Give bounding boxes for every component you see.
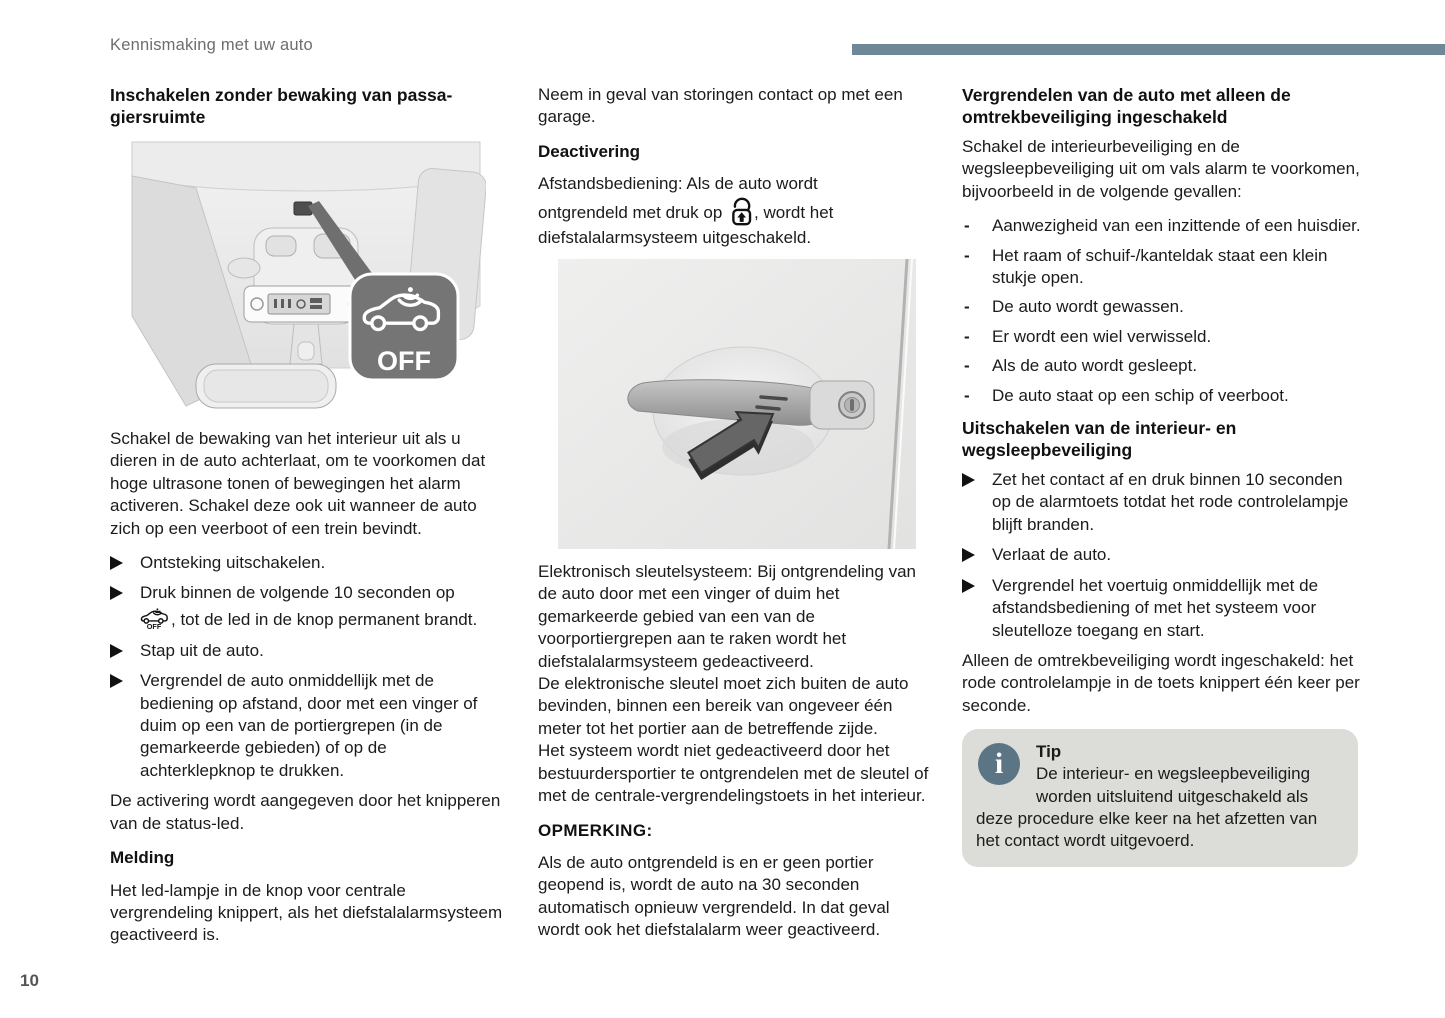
step-list	[962, 469, 1362, 642]
column-2	[538, 84, 931, 954]
rearview-mirror-glass	[204, 370, 328, 402]
column-1	[110, 84, 503, 959]
section-heading-uitschakelen: Uitschakelen van de interieur- en wegsleepbeveiliging	[962, 418, 1237, 461]
dash-bullet: -	[964, 297, 970, 317]
paragraph-intro: Schakel de bewaking van het interieur uit als u dieren in de auto achterlaat, om te voorkomen dat hoge ultrasone tonen of bewegingen het alarm activeren. Schakel deze ook uit wanneer de auto zich op een veerboot of een trein bevindt.	[110, 429, 486, 538]
subheading-melding: Melding	[110, 848, 175, 868]
triangle-bullet-icon	[962, 544, 992, 566]
case-item: - De auto wordt gewassen.	[962, 296, 1362, 318]
case-item: - De auto staat op een schip of veerboot.	[962, 385, 1362, 407]
case-item: - Als de auto wordt gesleept.	[962, 355, 1362, 377]
case-item: - Er wordt een wiel verwisseld.	[962, 326, 1362, 348]
dash-bullet: -	[964, 356, 970, 376]
subheading-deactivering: Deactivering	[538, 141, 641, 161]
paragraph-opmerking: Als de auto ontgrendeld is en er geen portier geopend is, wordt de auto na 30 seconden automatisch opnieuw vergrendeld. In dat geval wordt ook het diefstalalarm weer geactiveerd.	[538, 852, 890, 940]
svg-text:OFF: OFF	[377, 346, 431, 376]
step-with-icon: Druk binnen de volgende 10 seconden op OFF , tot de led in de knop permanent brandt.	[140, 583, 478, 631]
mirror-stem-button	[298, 342, 314, 360]
tip-box	[962, 729, 1358, 867]
step-item: Verlaat de auto.	[962, 544, 1362, 566]
keyhole-slot	[850, 399, 854, 411]
car-alarm-off-icon	[140, 610, 171, 629]
paragraph-schakel: Schakel de interieurbeveiliging en de wegsleepbeveiliging uit om vals alarm te voorkomen, bijvoorbeeld in de volgende gevallen:	[962, 137, 1360, 201]
unlock-icon	[727, 203, 754, 222]
dash-bullet: -	[964, 216, 970, 236]
console-vent	[228, 258, 260, 278]
paragraph-storingen: Neem in geval van storingen contact op met een garage.	[538, 85, 903, 127]
tip-text: De interieur- en wegsleepbeveiliging worden uitsluitend uitgeschakeld als deze procedure elke keer na het afzetten van het contact wordt uitgevoerd.	[976, 764, 1318, 851]
console-display	[268, 294, 330, 314]
section-heading-inschakelen: Inschakelen zonder bewaking van passa- giersruimte	[110, 85, 453, 127]
interior-monitoring-sensor	[294, 202, 312, 215]
step-item: Stap uit de auto.	[110, 640, 503, 662]
step-item	[110, 582, 503, 631]
paragraph-elektronisch: Elektronisch sleutelsysteem: Bij ontgrendeling van de auto door met een vinger of duim het gemarkeerde gebied van een van de voorportiergrepen aan te raken wordt het diefstalalarmsysteem gedeactiveerd. De elektronische sleutel moet zich buiten de auto bevinden, binnen een bereik van ongeveer één meter tot het portier aan de betreffende zijde. Het systeem wordt niet gedeactiveerd door het bestuurdersportier te ontgrendelen met de sleutel of met de centrale-vergrendelingstoets in het interieur.	[538, 562, 929, 806]
triangle-bullet-icon	[110, 582, 140, 631]
step-item: Ontsteking uitschakelen.	[110, 552, 503, 574]
section-heading-vergrendelen: Vergrendelen van de auto met alleen de omtrekbeveiliging ingeschakeld	[962, 85, 1291, 127]
paragraph-activation: De activering wordt aangegeven door het knipperen van de status-led.	[110, 791, 501, 833]
top-divider-bar	[852, 44, 1445, 55]
ceiling-console-svg	[126, 136, 486, 416]
case-item: - Het raam of schuif-/kanteldak staat een klein stukje open.	[962, 245, 1362, 290]
step-item: Zet het contact af en druk binnen 10 seconden op de alarmtoets totdat het rode controlelampje blijft branden.	[962, 469, 1362, 536]
door-handle-svg	[558, 259, 916, 549]
paragraph-afstandsbediening: Afstandsbediening: Als de auto wordt ontgrendeld met druk op , wordt het diefstalalarmsysteem uitgeschakeld.	[538, 174, 834, 247]
triangle-bullet-icon	[110, 670, 140, 782]
console-lamp-left	[266, 236, 296, 256]
page-number: 10	[20, 971, 39, 990]
alarm-off-callout-button	[350, 274, 458, 380]
triangle-bullet-icon	[110, 552, 140, 574]
svg-text:OFF: OFF	[146, 622, 162, 631]
step-item: Vergrendel de auto onmiddellijk met de bediening op afstand, door met een vinger of duim op een van de portiergrepen (in de gemarkeerde gebieden) of op de achterklepknop te drukken.	[110, 670, 503, 782]
paragraph-melding: Het led-lampje in de knop voor centrale vergrendeling knippert, als het diefstalalarmsysteem geactiveerd is.	[110, 880, 503, 945]
tip-title: Tip	[1036, 742, 1062, 762]
triangle-bullet-icon	[962, 575, 992, 642]
step-item: Vergrendel het voertuig onmiddellijk met de afstandsbediening of met het systeem voor sleutelloze toegang en start.	[962, 575, 1362, 642]
info-icon: i	[978, 743, 1020, 785]
case-item: - Aanwezigheid van een inzittende of een huisdier.	[962, 215, 1362, 237]
paragraph-omtrek: Alleen de omtrekbeveiliging wordt ingeschakeld: het rode controlelampje in de toets knippert één keer per seconde.	[962, 650, 1360, 715]
dash-bullet: -	[964, 326, 970, 346]
subheading-opmerking: OPMERKING:	[538, 820, 653, 840]
triangle-bullet-icon	[110, 640, 140, 662]
running-header: Kennismaking met uw auto	[110, 36, 313, 54]
dash-bullet: -	[964, 245, 970, 265]
case-list	[962, 215, 1362, 407]
ceiling-console-illustration	[126, 136, 503, 416]
dash-bullet: -	[964, 385, 970, 405]
column-3	[962, 84, 1362, 867]
step-list	[110, 552, 503, 782]
triangle-bullet-icon	[962, 469, 992, 536]
door-handle-illustration	[558, 259, 931, 549]
